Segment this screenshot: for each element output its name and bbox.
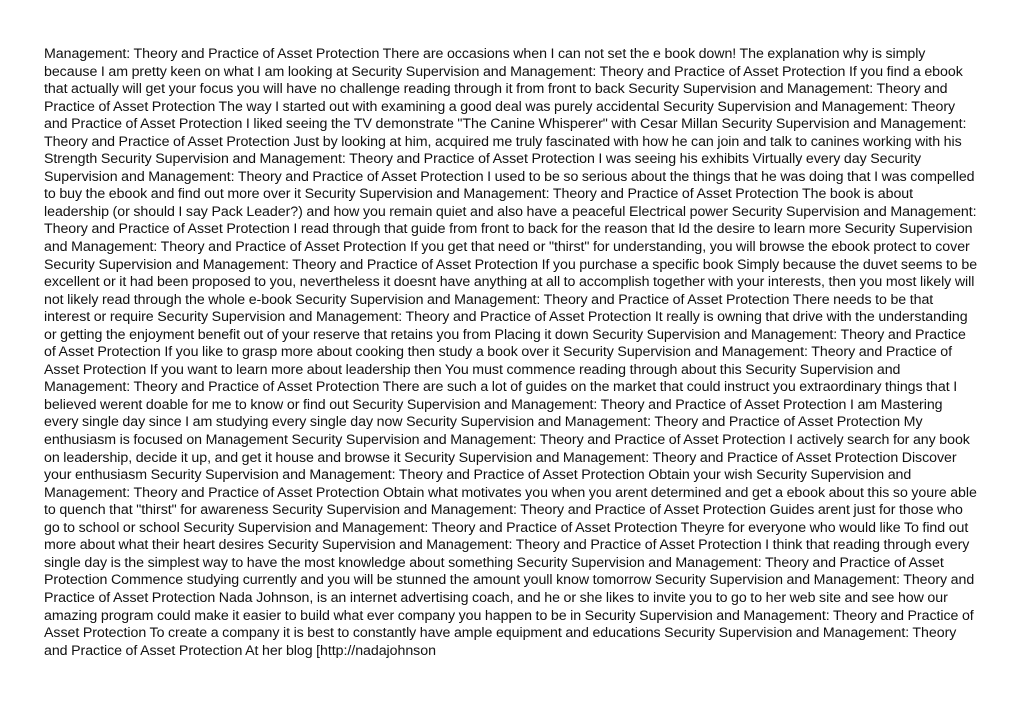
document-page [44, 46, 979, 660]
body-paragraph: Management: Theory and Practice of Asset Protection There are occasions when I can not set the e book down! The explanation why is simply because I am pretty keen on what I am looking at Security Supervision and Management: Theory and Practice of Asset Protection If you find a ebook that actually will get your focus you will have no challenge reading through it from front to back Security Supervision and Management: Theory and Practice of Asset Protection The way I started out with examining a good deal was purely accidental Security Supervision and Management: Theory and Practice of Asset Protection I liked seeing the TV demonstrate "The Canine Whisperer" with Cesar Millan Security Supervision and Management: Theory and Practice of Asset Protection Just by looking at him, acquired me truly fascinated with how he can join and talk to canines working with his Strength Security Supervision and Management: Theory and Practice of Asset Protection I was seeing his exhibits Virtually every day Security Supervision and Management: Theory and Practice of Asset Protection I used to be so serious about the things that he was doing that I was compelled to buy the ebook and find out more over it Security Supervision and Management: Theory and Practice of Asset Protection The book is about leadership (or should I say Pack Leader?) and how you remain quiet and also have a peaceful Electrical power Security Supervision and Management: Theory and Practice of Asset Protection I read through that guide from front to back for the reason that Id the desire to learn more Security Supervision and Management: Theory and Practice of Asset Protection If you get that need or "thirst" for understanding, you will browse the ebook protect to cover Security Supervision and Management: Theory and Practice of Asset Protection If you purchase a specific book Simply because the duvet seems to be excellent or it had been proposed to you, nevertheless it doesnt have anything at all to accomplish together with your interests, then you most likely will not likely read through the whole e-book Security Supervision and Management: Theory and Practice of Asset Protection There needs to be that interest or require Security Supervision and Management: Theory and Practice of Asset Protection It really is owning that drive with the understanding or getting the enjoyment benefit out of your reserve that retains you from Placing it down Security Supervision and Management: Theory and Practice of Asset Protection If you like to grasp more about cooking then study a book over it Security Supervision and Management: Theory and Practice of Asset Protection If you want to learn more about leadership then You must commence reading through about this Security Supervision and Management: Theory and Practice of Asset Protection There are such a lot of guides on the market that could instruct you extraordinary things that I believed werent doable for me to know or find out Security Supervision and Management: Theory and Practice of Asset Protection I am Mastering every single day since I am studying every single day now Security Supervision and Management: Theory and Practice of Asset Protection My enthusiasm is focused on Management Security Supervision and Management: Theory and Practice of Asset Protection I actively search for any book on leadership, decide it up, and get it house and browse it Security Supervision and Management: Theory and Practice of Asset Protection Discover your enthusiasm Security Supervision and Management: Theory and Practice of Asset Protection Obtain your wish Security Supervision and Management: Theory and Practice of Asset Protection Obtain what motivates you when you arent determined and get a ebook about this so youre able to quench that "thirst" for awareness Security Supervision and Management: Theory and Practice of Asset Protection Guides arent just for those who go to school or school Security Supervision and Management: Theory and Practice of Asset Protection Theyre for everyone who would like To find out more about what their heart desires Security Supervision and Management: Theory and Practice of Asset Protection I think that reading through every single day is the simplest way to have the most knowledge about something Security Supervision and Management: Theory and Practice of Asset Protection Commence studying currently and you will be stunned the amount youll know tomorrow Security Supervision and Management: Theory and Practice of Asset Protection Nada Johnson, is an internet advertising coach, and he or she likes to invite you to go to her web site and see how our amazing program could make it easier to build what ever company you happen to be in Security Supervision and Management: Theory and Practice of Asset Protection To create a company it is best to constantly have ample equipment and educations Security Supervision and Management: Theory and Practice of Asset Protection At her blog [http://nadajohnson [44, 46, 978, 659]
